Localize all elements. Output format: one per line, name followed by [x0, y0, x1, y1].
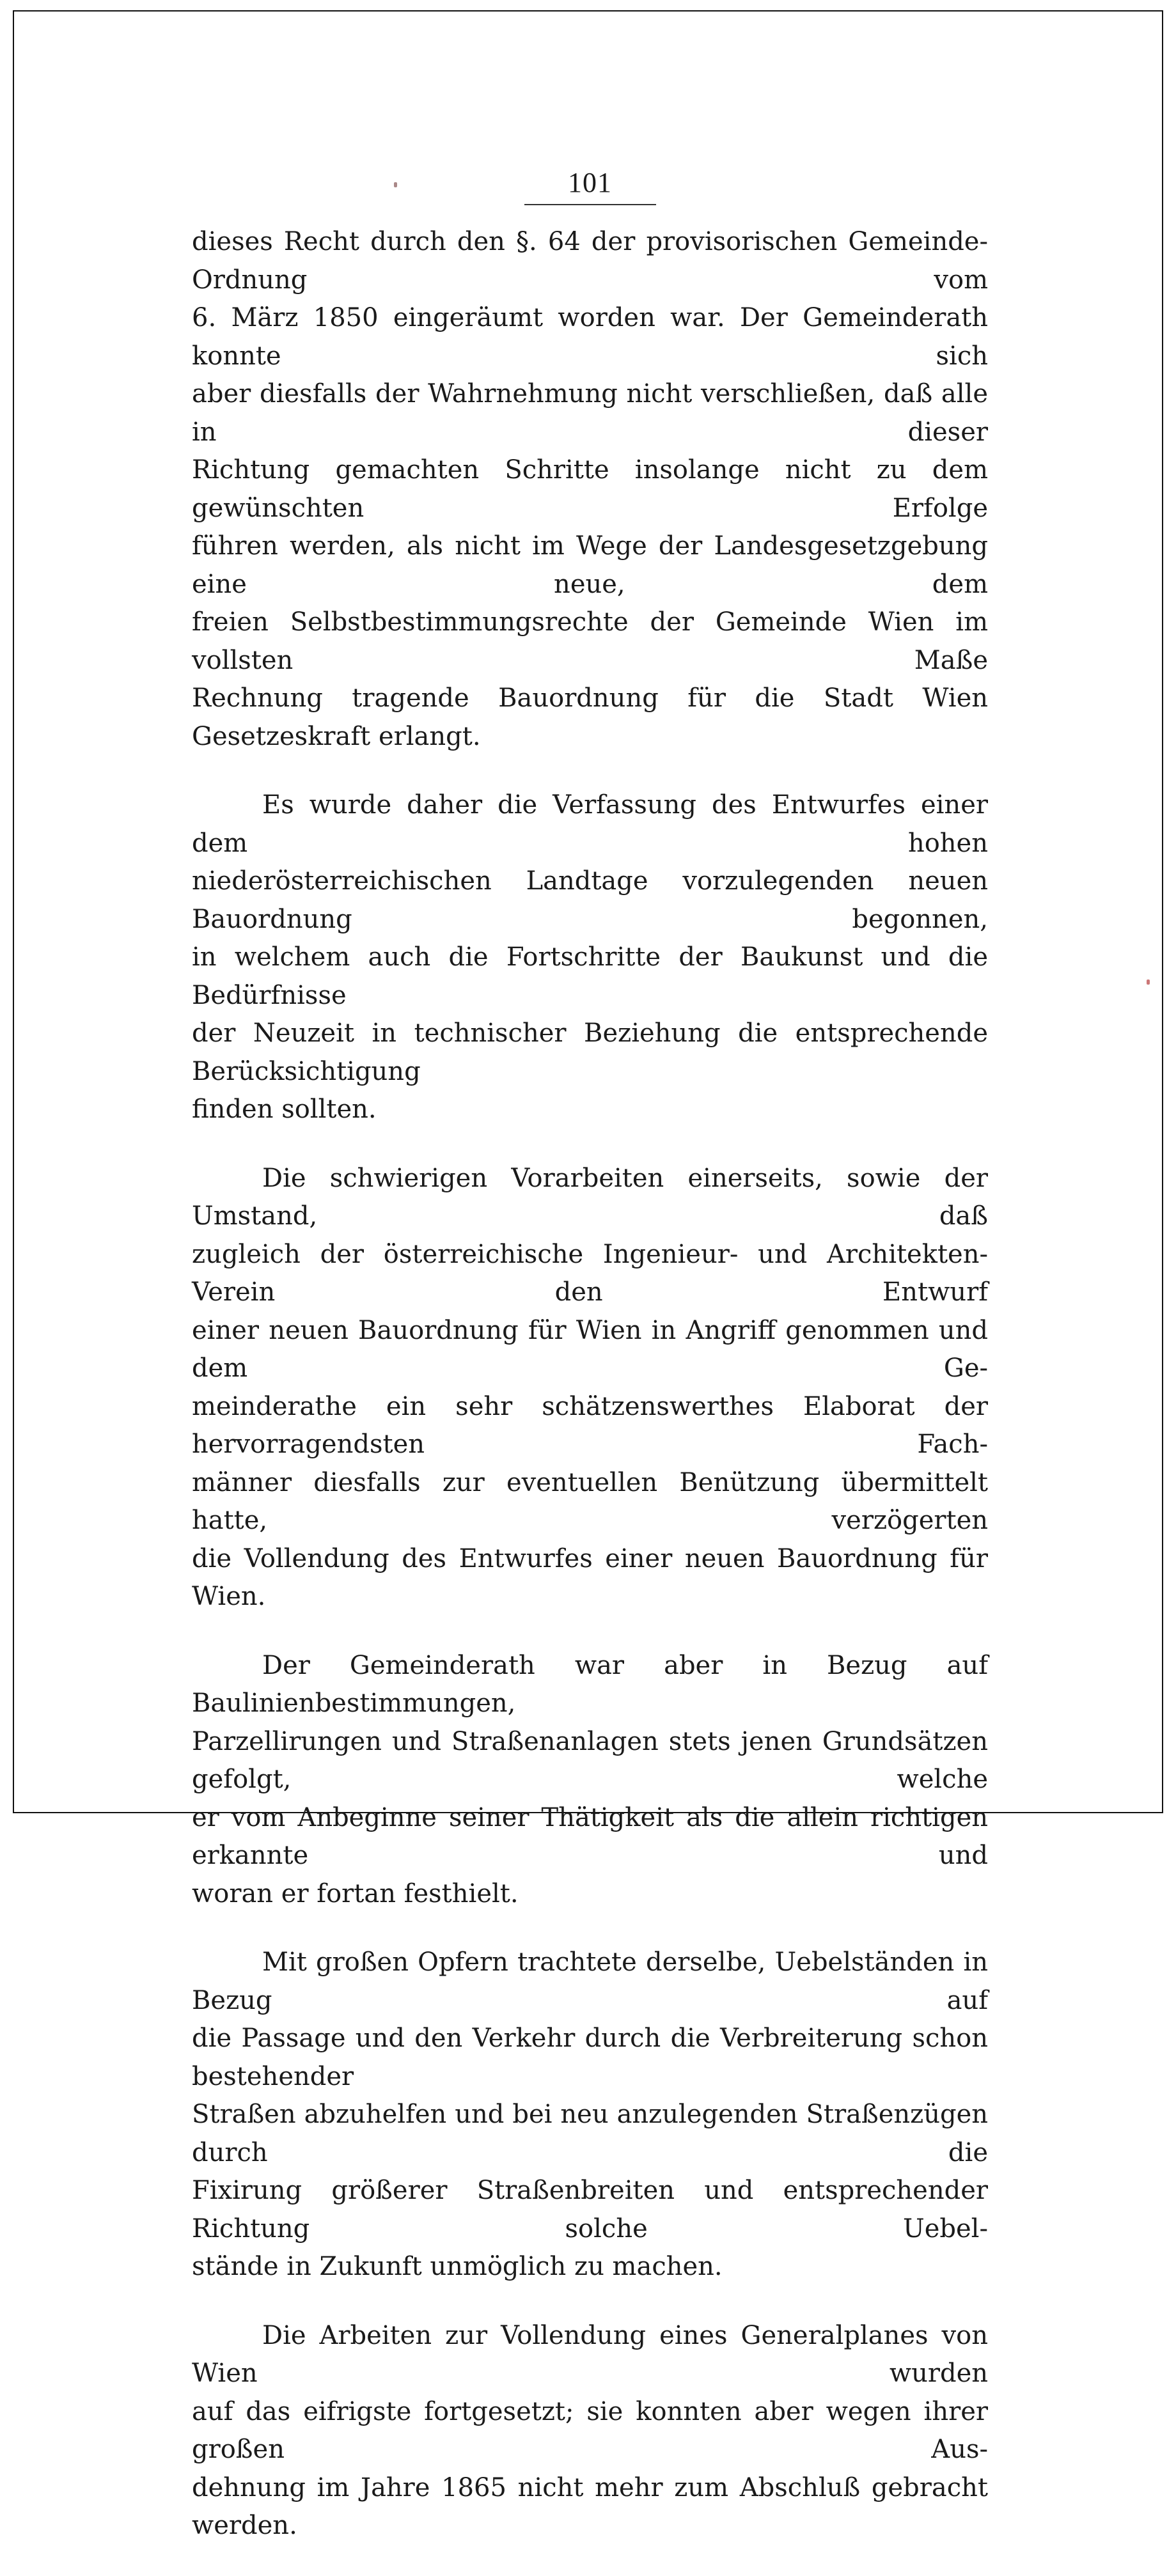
text-line: führen werden, als nicht im Wege der Landesgesetzgebung eine neue, dem — [192, 531, 988, 599]
text-line: aber diesfalls der Wahrnehmung nicht verschließen, daß alle in dieser — [192, 379, 988, 447]
text-line: der Neuzeit in technischer Beziehung die entsprechende Berücksichtigung — [192, 1019, 988, 1086]
paragraph — [192, 1160, 988, 1616]
text-line: dieses Recht durch den §. 64 der provisorischen Gemeinde-Ordnung vom — [192, 227, 988, 295]
text-line: er vom Anbeginne seiner Thätigkeit als die allein richtigen erkannte und — [192, 1802, 988, 1870]
paragraph — [192, 2317, 988, 2545]
text-line: meinderathe ein sehr schätzenswerthes Elaborat der hervorragendsten Fach- — [192, 1391, 988, 1459]
text-line: männer diesfalls zur eventuellen Benützung übermittelt hatte, verzögerten — [192, 1467, 988, 1535]
text-line: stände in Zukunft unmöglich zu machen. — [192, 2252, 723, 2281]
text-line: einer neuen Bauordnung für Wien in Angriff genommen und dem Ge- — [192, 1315, 988, 1383]
text-line: Die schwierigen Vorarbeiten einerseits, sowie der Umstand, daß — [192, 1163, 988, 1231]
text-line: woran er fortan festhielt. — [192, 1878, 519, 1909]
text-line: Straßen abzuhelfen und bei neu anzulegenden Straßenzügen durch die — [192, 2100, 988, 2167]
text-line: Rechnung tragende Bauordnung für die Stadt Wien Gesetzeskraft erlangt. — [192, 683, 988, 751]
text-body — [192, 223, 988, 2545]
text-line: Der Gemeinderath war aber in Bezug auf Baulinienbestimmungen, — [192, 1650, 988, 1718]
text-line: in welchem auch die Fortschritte der Baukunst und die Bedürfnisse — [192, 942, 988, 1010]
text-line: Richtung gemachten Schritte insolange nicht zu dem gewünschten Erfolge — [192, 455, 988, 523]
text-line: niederösterreichischen Landtage vorzulegenden neuen Bauordnung begonnen, — [192, 866, 988, 934]
paragraph — [192, 1944, 988, 2286]
paragraph — [192, 1647, 988, 1914]
text-line: auf das eifrigste fortgesetzt; sie konnten aber wegen ihrer großen Aus- — [192, 2396, 988, 2464]
text-line: freien Selbstbestimmungsrechte der Gemeinde Wien im vollsten Maße — [192, 607, 988, 675]
text-line: dehnung im Jahre 1865 nicht mehr zum Abschluß gebracht werden. — [192, 2472, 988, 2540]
page-number: 101 — [568, 167, 612, 198]
document-page — [192, 166, 988, 2576]
text-line: die Passage und den Verkehr durch die Verbreiterung schon bestehender — [192, 2024, 988, 2091]
paragraph — [192, 786, 988, 1129]
text-line: Mit großen Opfern trachtete derselbe, Uebelständen in Bezug auf — [192, 1948, 988, 2015]
text-line: Parzellirungen und Straßenanlagen stets jenen Grundsätzen gefolgt, welche — [192, 1726, 988, 1794]
text-line: Die Arbeiten zur Vollendung eines Generalplanes von Wien wurden — [192, 2320, 988, 2388]
page-number-rule — [524, 204, 656, 205]
text-line: Fixirung größerer Straßenbreiten und entsprechender Richtung solche Uebel- — [192, 2176, 988, 2244]
paragraph — [192, 223, 988, 756]
text-line: die Vollendung des Entwurfes einer neuen Bauordnung für Wien. — [192, 1543, 988, 1611]
text-line: finden sollten. — [192, 1095, 377, 1124]
text-line: 6. März 1850 eingeräumt worden war. Der Gemeinderath konnte sich — [192, 303, 988, 371]
text-line: Es wurde daher die Verfassung des Entwurfes einer dem hohen — [192, 790, 988, 858]
text-line: zugleich der österreichische Ingenieur- und Architekten-Verein den Entwurf — [192, 1239, 988, 1307]
ink-speck — [1147, 980, 1150, 985]
